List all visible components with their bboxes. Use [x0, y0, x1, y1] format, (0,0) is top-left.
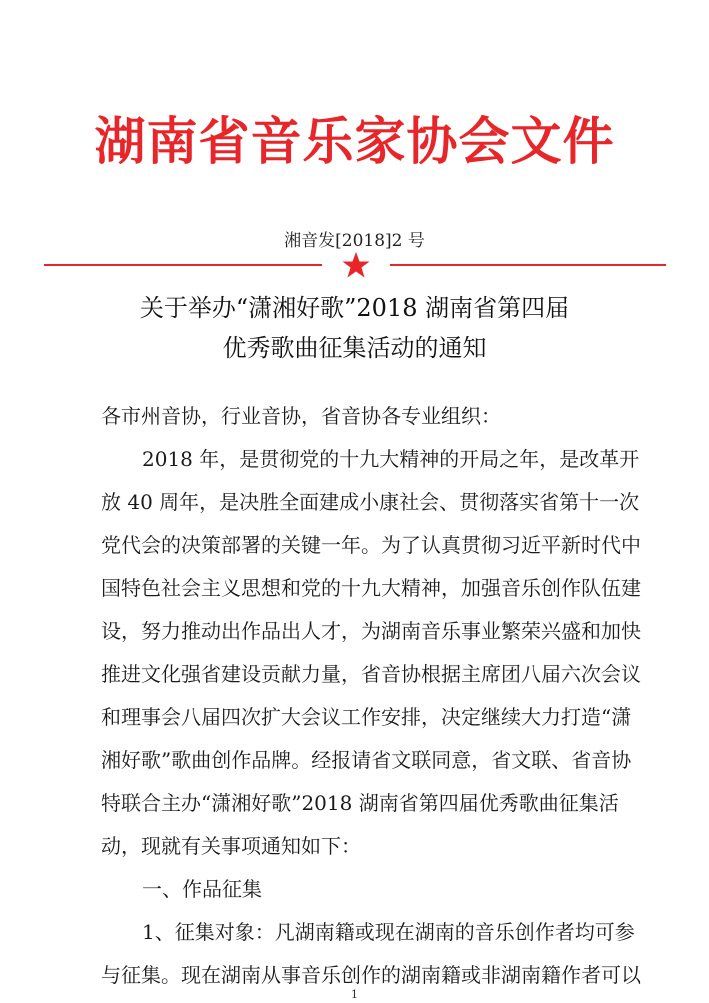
body-line: 2018 年，是贯彻党的十九大精神的开局之年，是改革开: [142, 447, 640, 471]
body-line: 放 40 周年，是决胜全面建成小康社会、贯彻落实省第十一次: [101, 490, 640, 514]
body-line: 特联合主办“潇湘好歌”2018 湖南省第四届优秀歌曲征集活: [101, 791, 619, 815]
body-line: 党代会的决策部署的关键一年。为了认真贯彻习近平新时代中: [101, 533, 641, 557]
red-rule-right: [390, 264, 666, 266]
document-number: 湘音发[2018]2 号: [284, 231, 425, 251]
body-line: 推进文化强省建设贡献力量，省音协根据主席团八届六次会议: [101, 662, 641, 686]
salutation: 各市州音协，行业音协，省音协各专业组织：: [101, 404, 501, 428]
subject-title-line-2: 优秀歌曲征集活动的通知: [222, 334, 487, 362]
body-line: 设，努力推动出作品出人才，为湖南音乐事业繁荣兴盛和加快: [101, 619, 641, 643]
body-line: 1、征集对象：凡湖南籍或现在湖南的音乐创作者均可参: [142, 920, 635, 944]
issuing-organization-title: 湖南省音乐家协会文件: [94, 113, 615, 172]
page-number: 1: [351, 988, 358, 1001]
body-line: 和理事会八届四次扩大会议工作安排，决定继续大力打造“潇: [101, 705, 632, 729]
body-line: 湘好歌”歌曲创作品牌。经报请省文联同意，省文联、省音协: [101, 748, 632, 772]
section-heading: 一、作品征集: [142, 877, 262, 901]
body-line: 动，现就有关事项通知如下：: [101, 834, 361, 858]
subject-title-line-1: 关于举办“潇湘好歌”2018 湖南省第四届: [139, 294, 570, 322]
star-icon: [341, 251, 371, 279]
body-line: 国特色社会主义思想和党的十九大精神，加强音乐创作队伍建: [101, 576, 641, 600]
red-rule-left: [44, 264, 322, 266]
body-line: 与征集。现在湖南从事音乐创作的湖南籍或非湖南籍作者可以: [101, 963, 641, 987]
